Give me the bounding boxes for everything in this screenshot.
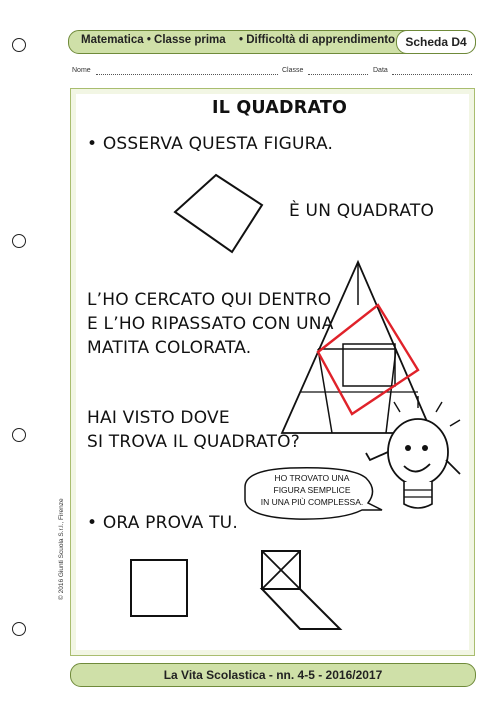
class-label: Classe [282, 67, 304, 74]
copyright-notice: © 2016 Giunti Scuola S.r.l., Firenze [58, 498, 65, 600]
searched-line-1: L’HO CERCATO QUI DENTRO [87, 290, 332, 310]
header-topic: • Difficoltà di apprendimento [239, 34, 396, 46]
question-line-1: HAI VISTO DOVE [87, 408, 230, 428]
sheet-label: Scheda D4 [405, 34, 467, 49]
triangle-figure [282, 262, 432, 433]
question-line-2: SI TROVA IL QUADRATO? [87, 432, 300, 452]
name-label: Nome [72, 67, 91, 74]
exercise-square [131, 560, 187, 616]
exercise-complex-figure [262, 551, 340, 629]
speech-line-2: FIGURA SEMPLICE [273, 485, 351, 495]
date-label: Data [373, 67, 388, 74]
searched-line-3: MATITA COLORATA. [87, 338, 252, 358]
try-instruction: • ORA PROVA TU. [87, 513, 238, 533]
footer-text: La Vita Scolastica - nn. 4-5 - 2016/2017 [163, 668, 383, 682]
page-title: IL QUADRATO [212, 98, 348, 118]
speech-line-1: HO TROVATO UNA [274, 473, 350, 483]
searched-line-2: E L’HO RIPASSATO CON UNA [87, 314, 334, 334]
observe-instruction: • OSSERVA QUESTA FIGURA. [87, 134, 334, 154]
lightbulb-mascot [366, 396, 460, 508]
footer-bar [70, 663, 476, 687]
speech-line-3: IN UNA PIÙ COMPLESSA. [260, 497, 364, 507]
is-square-text: È UN QUADRATO [289, 201, 435, 221]
red-highlighted-square [318, 305, 418, 414]
example-square [175, 175, 262, 252]
header-subject: Matematica • Classe prima [81, 34, 226, 46]
speech-bubble-text [256, 472, 368, 508]
